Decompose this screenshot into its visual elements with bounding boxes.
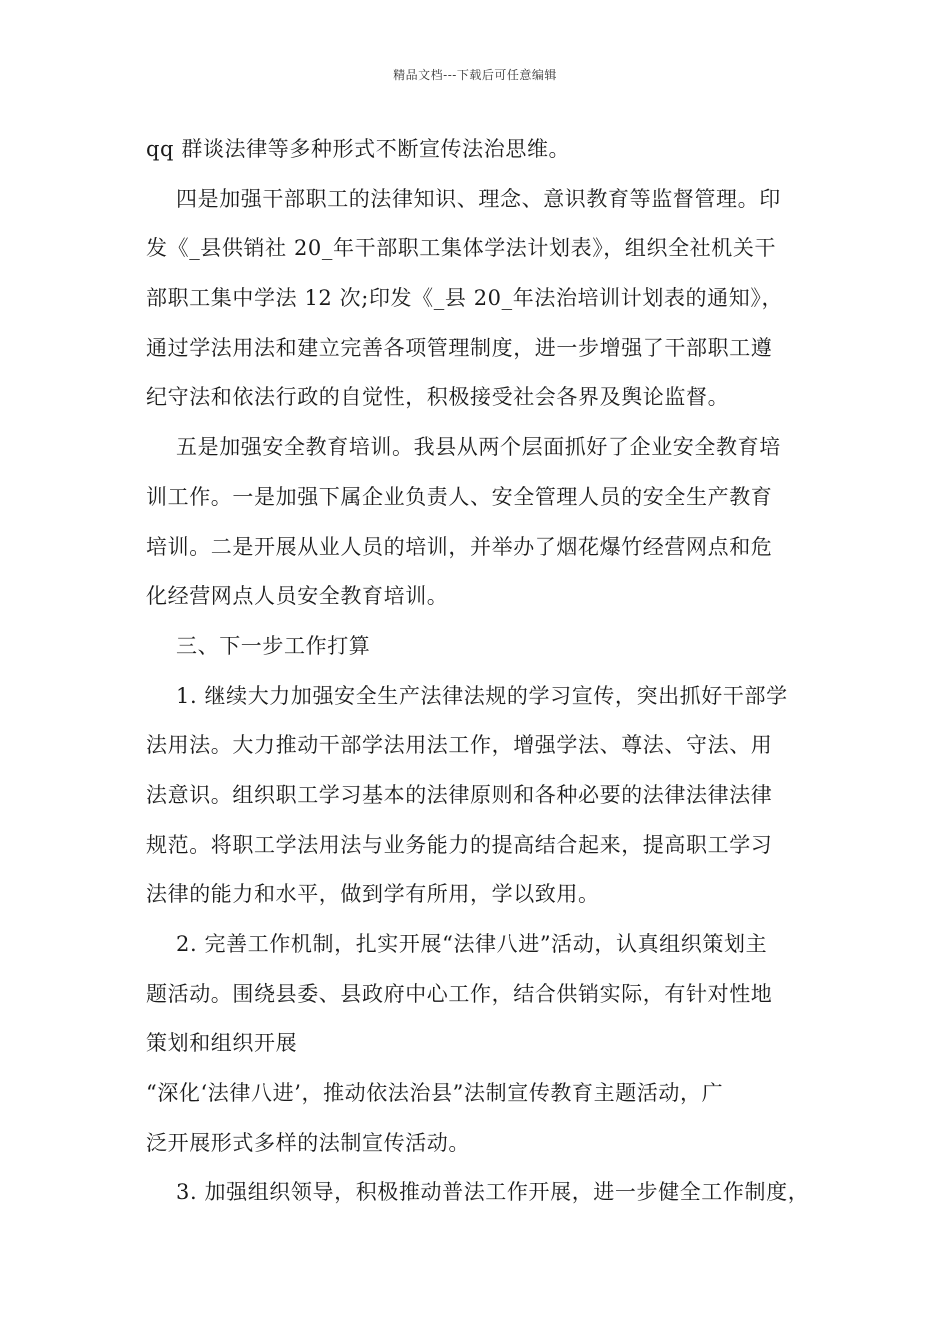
paragraph-line: “深化‘法律八进’，推动依法治县”法制宣传教育主题活动，广 bbox=[146, 1081, 724, 1106]
paragraph-line: 纪守法和依法行政的自觉性，积极接受社会各界及舆论监督。 bbox=[146, 385, 730, 410]
document-body bbox=[146, 125, 810, 1218]
paragraph-line: 2. 完善工作机制，扎实开展“法律八进”活动，认真组织策划主 bbox=[176, 932, 768, 956]
paragraph-line: 五是加强安全教育培训。我县从两个层面抓好了企业安全教育培 bbox=[176, 435, 781, 460]
paragraph-line: 泛开展形式多样的法制宣传活动。 bbox=[146, 1130, 470, 1155]
page-header: 精品文档---下载后可任意编辑 bbox=[393, 68, 557, 82]
paragraph-line: 部职工集中学法 12 次;印发《_县 20_年法治培训计划表的通知》， bbox=[146, 286, 784, 311]
paragraph-line: 化经营网点人员安全教育培训。 bbox=[146, 584, 449, 609]
paragraph-line: 法用法。大力推动干部学法用法工作，增强学法、尊法、守法、用 bbox=[146, 733, 773, 758]
paragraph-line: 培训。二是开展从业人员的培训，并举办了烟花爆竹经营网点和危 bbox=[146, 534, 773, 559]
paragraph-line: qq 群谈法律等多种形式不断宣传法治思维。 bbox=[146, 137, 571, 161]
paragraph-line: 训工作。一是加强下属企业负责人、安全管理人员的安全生产教育 bbox=[146, 484, 773, 509]
paragraph-line: 通过学法用法和建立完善各项管理制度，进一步增强了干部职工遵 bbox=[146, 335, 773, 360]
paragraph-line: 3. 加强组织领导，积极推动普法工作开展，进一步健全工作制度， bbox=[176, 1180, 810, 1205]
paragraph-line: 1. 继续大力加强安全生产法律法规的学习宣传，突出抓好干部学 bbox=[176, 683, 788, 708]
paragraph-line: 四是加强干部职工的法律知识、理念、意识教育等监督管理。印 bbox=[176, 186, 781, 211]
paragraph-line: 策划和组织开展 bbox=[146, 1031, 298, 1056]
paragraph-line: 法律的能力和水平，做到学有所用，学以致用。 bbox=[146, 882, 600, 907]
paragraph-line: 法意识。组织职工学习基本的法律原则和各种必要的法律法律法律 bbox=[146, 782, 773, 807]
paragraph-line: 题活动。围绕县委、县政府中心工作，结合供销实际，有针对性地 bbox=[146, 981, 773, 1006]
section-heading: 三、下一步工作打算 bbox=[176, 633, 371, 658]
paragraph-line: 发《_县供销社 20_年干部职工集体学法计划表》，组织全社机关干 bbox=[146, 236, 777, 261]
paragraph-line: 规范。将职工学法用法与业务能力的提高结合起来，提高职工学习 bbox=[146, 832, 773, 857]
